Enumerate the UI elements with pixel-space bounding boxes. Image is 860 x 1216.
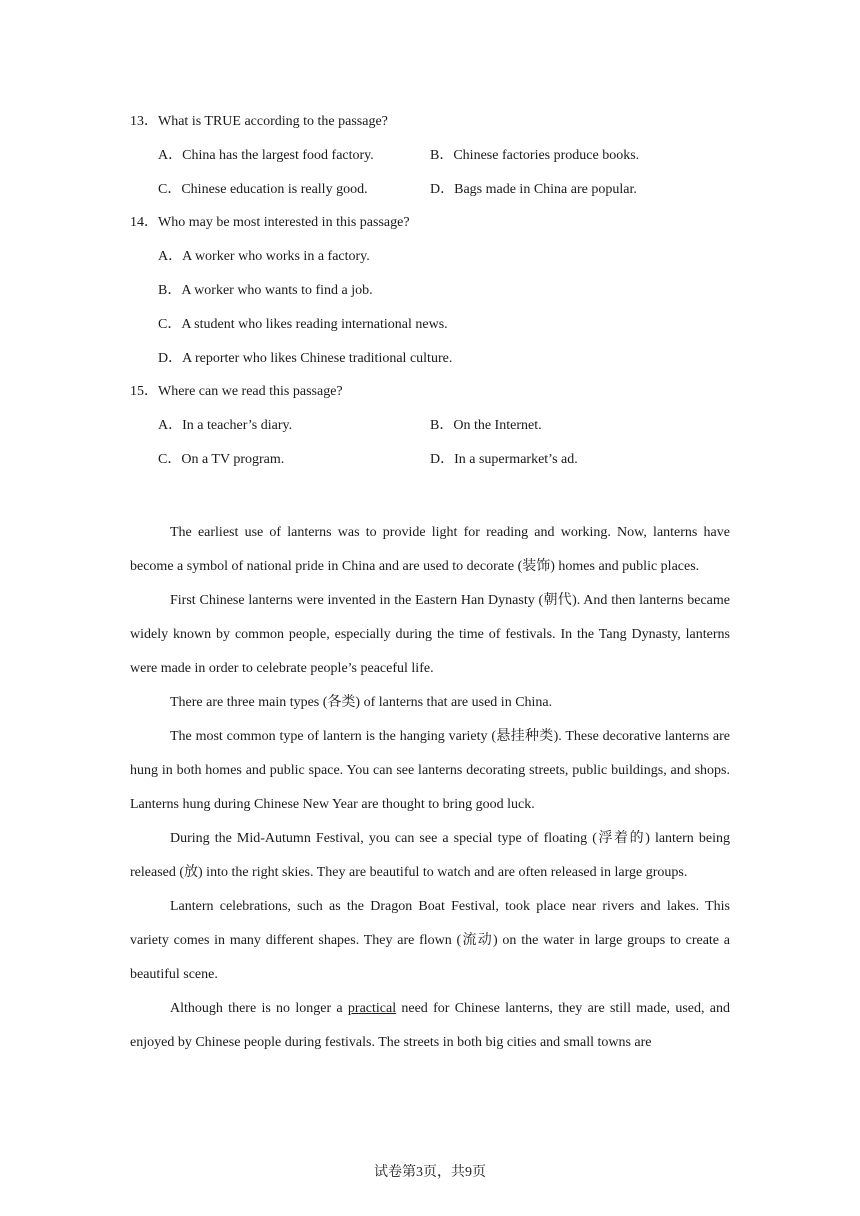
question-14-option-d: D．A reporter who likes Chinese traditional culture. <box>158 351 453 366</box>
question-13-option-c: C．Chinese education is really good. <box>158 182 368 197</box>
question-14-option-b: B．A worker who wants to find a job. <box>158 283 373 298</box>
paragraph-7-text-start: Although there is no longer a <box>170 1001 348 1016</box>
question-15-option-c: C．On a TV program. <box>158 452 285 467</box>
passage-paragraph-4: The most common type of lantern is the hanging variety (悬挂种类). These decorative lanterns are hung in both homes and public space. You can see lanterns decorating streets, public buildings, and shops. Lanterns hung during Chinese New Year are thought to bring good luck. <box>130 729 730 812</box>
underlined-word-practical: practical <box>347 1001 397 1016</box>
passage-paragraph-5: During the Mid-Autumn Festival, you can see a special type of floating (浮着的) lantern being released (放) into the right skies. They are beautiful to watch and are often released in large groups. <box>130 831 730 880</box>
question-14-stem: 14．Who may be most interested in this passage? <box>130 215 410 230</box>
question-13-option-b: B．Chinese factories produce books. <box>430 148 640 163</box>
passage-paragraph-7 <box>130 992 730 1060</box>
question-15-stem: 15．Where can we read this passage? <box>130 384 343 399</box>
question-15-option-a: A．In a teacher’s diary. <box>158 418 293 433</box>
passage-paragraph-3: There are three main types (各类) of lanterns that are used in China. <box>170 695 553 710</box>
passage-paragraph-6: Lantern celebrations, such as the Dragon Boat Festival, took place near rivers and lakes. This variety comes in many different shapes. They are flown (流动) on the water in large groups to create a beautiful scene. <box>130 899 730 982</box>
question-13-stem: 13．What is TRUE according to the passage? <box>130 114 388 129</box>
question-15-option-d: D．In a supermarket’s ad. <box>430 452 578 467</box>
question-13-option-a: A．China has the largest food factory. <box>158 148 374 163</box>
question-14-option-a: A．A worker who works in a factory. <box>158 249 370 264</box>
paragraph-7-text-end: need for Chinese lanterns, they are still made, used, and enjoyed by Chinese people during festivals. The streets in both big cities and small towns are <box>130 1001 731 1050</box>
page-footer: 试卷第3页，共9页 <box>374 1165 486 1180</box>
question-14-option-c: C．A student who likes reading international news. <box>158 317 448 332</box>
passage-paragraph-2: First Chinese lanterns were invented in the Eastern Han Dynasty (朝代). And then lanterns became widely known by common people, especially during the time of festivals. In the Tang Dynasty, lanterns were made in order to celebrate people’s peaceful life. <box>130 593 730 676</box>
passage-paragraph-1: The earliest use of lanterns was to provide light for reading and working. Now, lanterns have become a symbol of national pride in China and are used to decorate (装饰) homes and public places. <box>130 525 730 574</box>
question-13-option-d: D．Bags made in China are popular. <box>430 182 637 197</box>
reading-passage <box>130 516 730 1060</box>
question-15-option-b: B．On the Internet. <box>430 418 542 433</box>
